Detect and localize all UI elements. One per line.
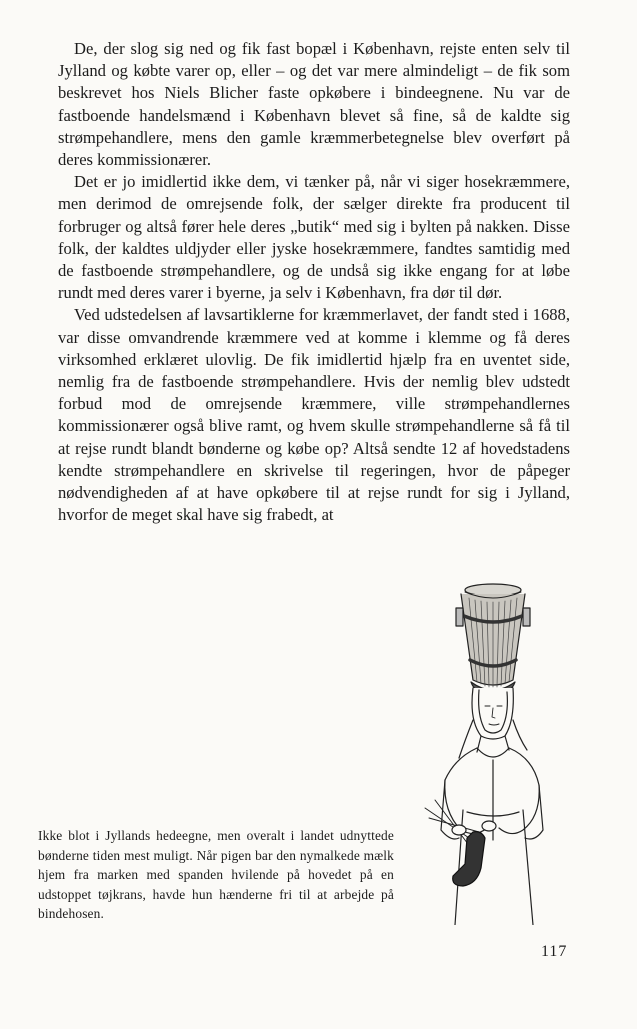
body-text xyxy=(58,38,570,526)
wooden-pail-icon xyxy=(456,584,530,698)
woman-body-icon xyxy=(441,748,543,925)
paragraph-1: De, der slog sig ned og fik fast bopæl i København, rejste enten selv til Jylland og købte varer op, eller – og det var mere almindeligt – de fik som beskrevet hos Niels Blicher faste opkøbere i bindeegnene. Nu var de fastboende handelsmænd i København blevet så fine, så de kaldte sig strømpehandlere, mens den gamle kræmmerbetegnelse blev overført på deres kommissionærer. xyxy=(58,39,570,170)
paragraph-3: Ved udstedelsen af lavsartiklerne for kræmmerlavet, der fandt sted i 1688, var disse omvandrende kræmmere ved at komme i klemme og få deres virksomhed erklæret ulovlig. De fik imidlertid hjælp fra en uventet side, nemlig fra de fastboende strømpehandlere. Hvis der nemlig blev udstedt forbud mod de omrejsende kræmmere, ville strømpehandlernes kommissionærer også blive ramt, og hvem skulle strømpehandlerne så få til at rejse rundt blandt bønderne og købe op? Altså sendte 12 af hovedstadens kendte strømpehandlere en skrivelse til regeringen, hvor de påpeger nødvendigheden af at have opkøbere til at rejse rundt for sig i Jylland, hvorfor de meget skal have sig frabedt, at xyxy=(58,305,570,525)
figure-caption: Ikke blot i Jyllands hedeegne, men overalt i landet udnyttede bønderne tiden mest muligt. Når pigen bar den nymalkede mælk hjem fra marken med spanden hvilende på hovedet på en udstoppet tøjkrans, havde hun hænderne fri til at arbejde på bindehosen. xyxy=(38,828,394,922)
paragraph-2: Det er jo imidlertid ikke dem, vi tænker på, når vi siger hosekræmmere, men derimod de omrejsende folk, der sælger direkte fra producent til forbruger og altså fører hele deres „butik“ med sig i bylten på nakken. Disse folk, der kaldtes uldjyder eller jyske hosekræmmere, fandtes samtidig med de fastboende strømpehandlere, og de undså sig ikke engang for at løbe rundt med deres varer i byerne, ja selv i København, fra dør til dør. xyxy=(58,172,570,303)
woman-carrying-pail-on-head-knitting-icon xyxy=(415,580,555,925)
woman-head-icon xyxy=(459,688,527,758)
page-number: 117 xyxy=(541,943,568,960)
